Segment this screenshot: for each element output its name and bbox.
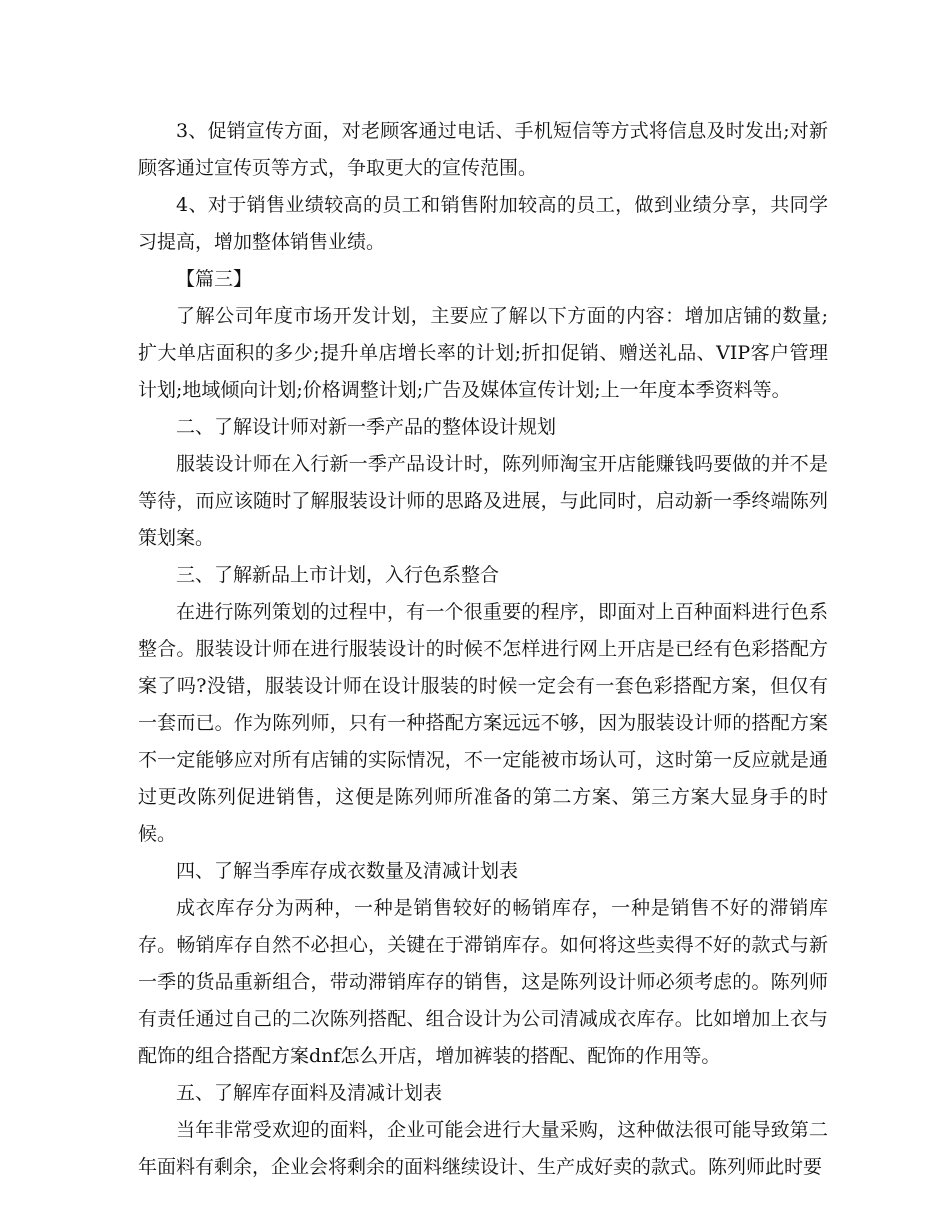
paragraph-promotion: 3、促销宣传方面，对老顾客通过电话、手机短信等方式将信息及时发出;对新顾客通过宣传页等方式，争取更大的宣传范围。 [138,120,828,179]
section-heading-part-three: 【篇三】 [176,268,253,290]
paragraph-fabric: 当年非常受欢迎的面料，企业可能会进行大量采购，这种做法很可能导致第二年面料有剩余，企业会将剩余的面料继续设计、生产成好卖的款式。陈列师此时要 [138,1119,828,1178]
paragraph-color-integration: 在进行陈列策划的过程中，有一个很重要的程序，即面对上百种面料进行色系整合。服装设计师在进行服装设计的时候不怎样进行网上开店是已经有色彩搭配方案了吗?没错，服装设计师在设计服装的时候一定会有一套色彩搭配方案，但仅有一套而已。作为陈列师，只有一种搭配方案远远不够，因为服装设计师的搭配方案不一定能够应对所有店铺的实际情况，不一定能被市场认可，这时第一反应就是通过更改陈列促进销售，这便是陈列师所准备的第二方案、第三方案大显身手的时候。 [138,601,828,845]
paragraph-sales-sharing: 4、对于销售业绩较高的员工和销售附加较高的员工，做到业绩分享，共同学习提高，增加整体销售业绩。 [138,194,828,253]
paragraph-design-plan: 服装设计师在入行新一季产品设计时，陈列师淘宝开店能赚钱吗要做的并不是等待，而应该随时了解服装设计师的思路及进展，与此同时，启动新一季终端陈列策划案。 [138,453,828,549]
heading-design-plan: 二、了解设计师对新一季产品的整体设计规划 [176,416,557,438]
heading-fabric-plan: 五、了解库存面料及清减计划表 [176,1082,443,1104]
paragraph-market-plan: 了解公司年度市场开发计划，主要应了解以下方面的内容：增加店铺的数量;扩大单店面积的多少;提升单店增长率的计划;折扣促销、赠送礼品、VIP客户管理计划;地域倾向计划;价格调整计划;广告及媒体宣传计划;上一年度本季资料等。 [138,305,828,401]
document-body [138,113,828,1186]
heading-inventory-plan: 四、了解当季库存成衣数量及清减计划表 [176,860,519,882]
heading-new-product-plan: 三、了解新品上市计划，入行色系整合 [176,564,500,586]
paragraph-inventory: 成衣库存分为两种，一种是销售较好的畅销库存，一种是销售不好的滞销库存。畅销库存自然不必担心，关键在于滞销库存。如何将这些卖得不好的款式与新一季的货品重新组合，带动滞销库存的销售，这是陈列设计师必须考虑的。陈列师有责任通过自己的二次陈列搭配、组合设计为公司清减成衣库存。比如增加上衣与配饰的组合搭配方案dnf怎么开店，增加裤装的搭配、配饰的作用等。 [138,897,828,1067]
